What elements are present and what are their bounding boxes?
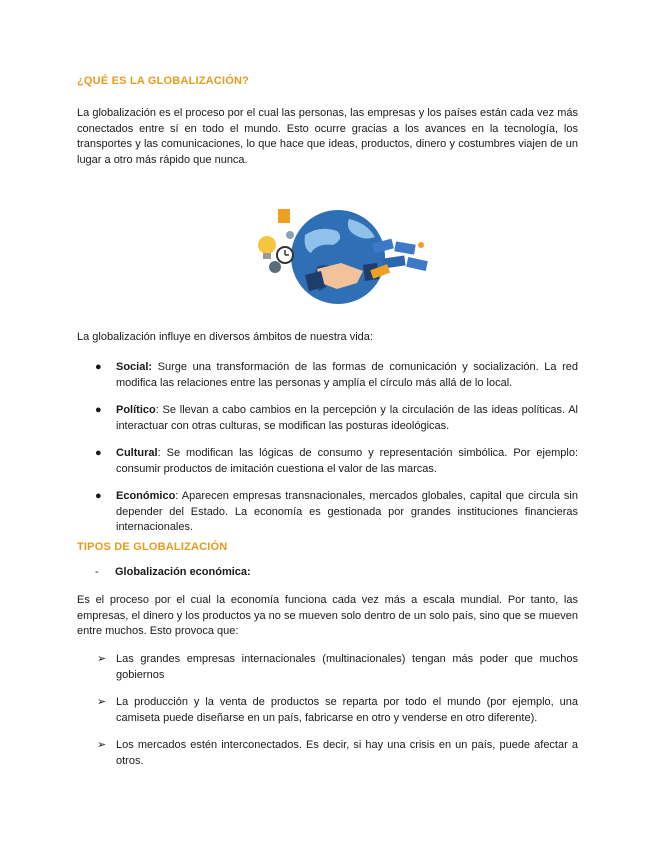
list-item — [77, 446, 578, 477]
gear-icon — [269, 261, 281, 273]
list-item — [77, 360, 578, 391]
intro-paragraph: La globalización es el proceso por el cual las personas, las empresas y los países están cada vez más conectados entre sí en todo el mundo. Esto ocurre gracias a los avances en la tecnología, los transportes y las comunicaciones, lo que hace que ideas, productos, dinero y costumbres viajen de un lugar a otro más rápido que nunca. — [77, 107, 578, 166]
arrow-bullet-icon: ➢ — [97, 739, 107, 751]
globe-icon — [291, 210, 385, 304]
sub-heading-label: Globalización económica: — [115, 566, 251, 578]
list-item-text: : Se llevan a cabo cambios en la percepción y la circulación de las ideas políticas. Al interactuar con otras culturas, se modifican las posturas ideológicas. — [116, 404, 578, 432]
list-item-text: Los mercados estén interconectados. Es decir, si hay una crisis en un país, puede afectar a otros. — [116, 739, 578, 767]
heading-que-es: ¿QUÉ ES LA GLOBALIZACIÓN? — [77, 75, 250, 87]
list-item-text: : Se modifican las lógicas de consumo y representación simbólica. Por ejemplo: consumir productos de imitación cuestiona el valor de las marcas. — [116, 447, 578, 475]
document-icon — [278, 209, 290, 223]
list-item-text: Surge una transformación de las formas de comunicación y socialización. La red modifica las relaciones entre las personas y amplía el círculo más allá de lo local. — [116, 361, 578, 389]
economic-paragraph: Es el proceso por el cual la economía funciona cada vez más a escala mundial. Por tanto, las empresas, el dinero y los productos ya no se mueven solo dentro de un solo país, sino que se mueven entre muchos. Esto provoca que: — [77, 594, 578, 637]
list-item-text: Las grandes empresas internacionales (multinacionales) tengan más poder que muchos gobiernos — [116, 653, 578, 681]
lead-paragraph: La globalización influye en diversos ámbitos de nuestra vida: — [77, 331, 373, 343]
list-item-term: Político — [116, 404, 156, 416]
bullet-icon: ● — [95, 361, 102, 373]
consequences-list — [77, 652, 578, 781]
bullet-icon: ● — [95, 404, 102, 416]
sub-heading — [95, 566, 251, 578]
list-item-term: Social: — [116, 361, 153, 373]
arrow-bullet-icon: ➢ — [97, 696, 107, 708]
bullet-icon: ● — [95, 490, 102, 502]
list-item — [77, 738, 578, 769]
list-item — [77, 695, 578, 726]
list-item — [77, 403, 578, 434]
globe-handshake-illustration — [245, 205, 435, 310]
arrow-bullet-icon: ➢ — [97, 653, 107, 665]
lightbulb-icon — [258, 236, 276, 254]
list-item — [77, 652, 578, 683]
list-item — [77, 489, 578, 536]
list-item-term: Económico — [116, 490, 176, 502]
list-item-term: Cultural — [116, 447, 158, 459]
ambitos-list — [77, 360, 578, 548]
heading-tipos: TIPOS DE GLOBALIZACIÓN — [77, 541, 228, 553]
list-item-text: : Aparecen empresas transnacionales, mercados globales, capital que circula sin depender del Estado. La economía es gestionada por grandes instituciones financieras internacionales. — [116, 490, 578, 533]
list-item-text: La producción y la venta de productos se reparta por todo el mundo (por ejemplo, una camiseta puede diseñarse en un país, fabricarse en otro y venderse en otro diferente). — [116, 696, 578, 724]
bullet-icon: ● — [95, 447, 102, 459]
dash-icon: - — [95, 566, 99, 578]
